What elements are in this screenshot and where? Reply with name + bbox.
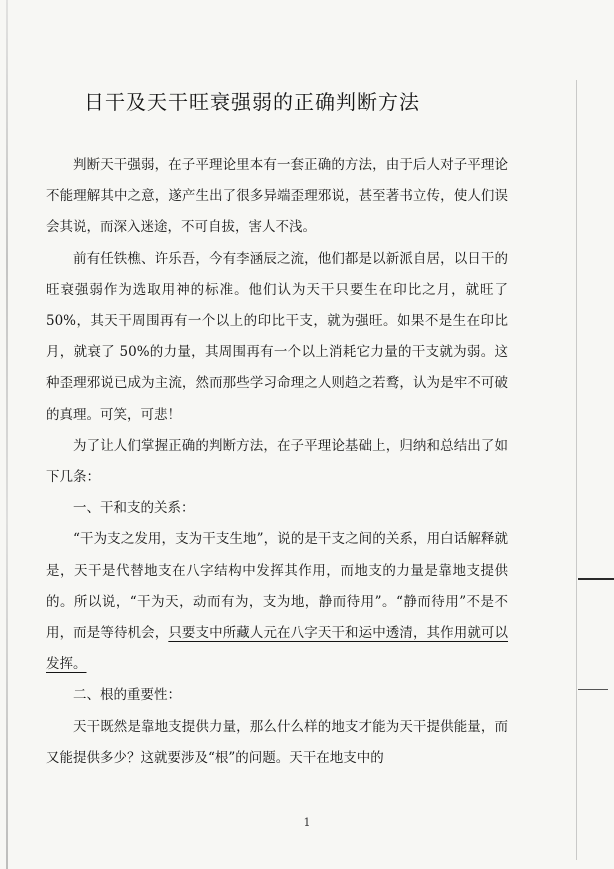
- document-title: 日干及天干旺衰强弱的正确判断方法: [84, 90, 420, 114]
- scan-edge-right: [576, 80, 577, 860]
- page-number: 1: [303, 816, 311, 829]
- section-heading-1: 一、干和支的关系：: [73, 500, 195, 517]
- paragraph-stem-branch: [46, 524, 508, 680]
- scan-edge-left: [6, 0, 8, 869]
- paragraph-intro: 判断天干强弱，在子平理论里本有一套正确的方法，由于后人对子平理论不能理解其中之意，遂产生出了很多异端歪理邪说，甚至著书立传，使人们误会其说，而深入迷途，不可自拔，害人不浅。: [46, 157, 508, 236]
- paragraph-new-school: 前有任铁樵、许乐吾，今有李涵辰之流，他们都是以新派自居，以日干的旺衰强弱作为选取用神的标准。他们认为天干只要生在印比之月，就旺了 50%，其天干周围再有一个以上的印比干支，就为强旺。如果不是生在印比月，就衰了 50%的力量，其周围再有一个以上消耗它力量的干支就为弱。这种歪理邪说已成为主流，然而那些学习命理之人则趋之若鹜，认为是牢不可破的真理。可笑，可悲！: [46, 250, 508, 423]
- paragraph-stem-branch-text: “干为支之发用，支为干支生地”，说的是干支之间的关系，用白话解释就是，天干是代替地支在八字结构中发挥其作用，而地支的力量是靠地支提供的。所以说，“干为天，动而有为，支为地，静而待用”。“静而待用”不是不用，而是等待机会，: [46, 531, 508, 642]
- margin-mark: [578, 689, 608, 690]
- margin-mark: [578, 578, 614, 580]
- section-heading-2: 二、根的重要性：: [73, 687, 181, 704]
- underlined-passage: 只要支中所藏人元在八字天干和运中透清，其作用就可以发挥。: [46, 625, 509, 673]
- paragraph-summary-intro: 为了让人们掌握正确的判断方法，在子平理论基础上，归纳和总结出了如下几条：: [46, 437, 508, 486]
- document-body: [46, 150, 508, 774]
- paragraph-root: 天干既然是靠地支提供力量，那么什么样的地支才能为天干提供能量，而又能提供多少？这就要涉及“根”的问题。天干在地支中的: [46, 718, 508, 766]
